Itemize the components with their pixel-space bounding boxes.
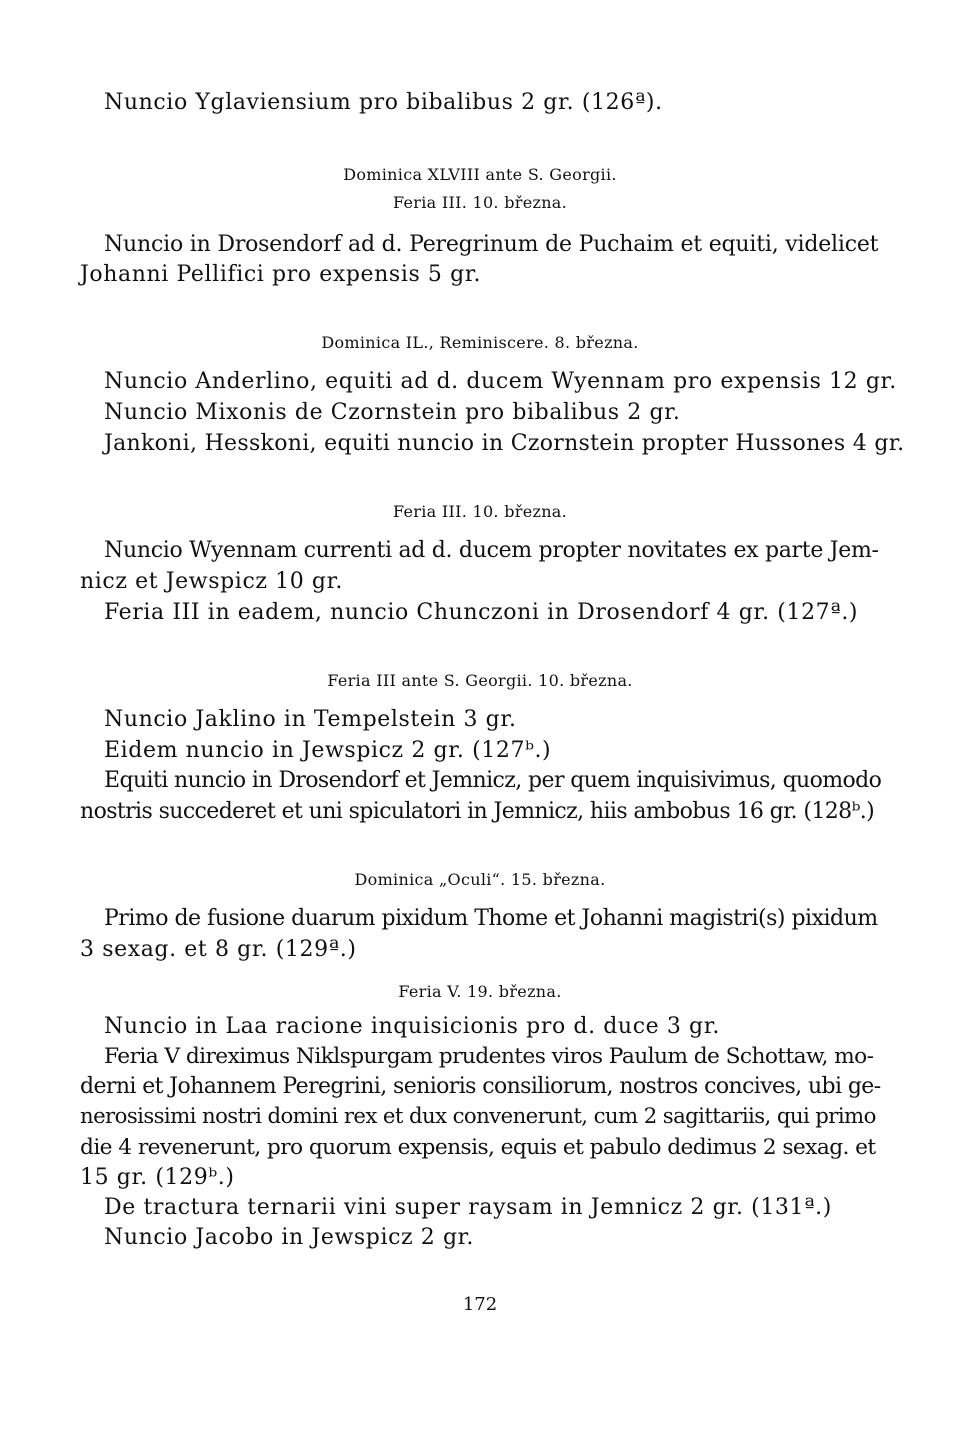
section-heading: Feria III ante S. Georgii. 10. března. — [327, 671, 633, 690]
entry-line: Nuncio Jaklino in Tempelstein 3 gr. — [104, 707, 517, 732]
entry-line: De tractura ternarii vini super raysam in Jemnicz 2 gr. (131ª.) — [104, 1195, 832, 1220]
entry-line: nostris succederet et uni spiculatori in Jemnicz, hiis ambobus 16 gr. (128ᵇ.) — [80, 799, 875, 824]
entry-line: die 4 revenerunt, pro quorum expensis, equis et pabulo dedimus 2 sexag. et — [80, 1135, 876, 1160]
entry-line: Primo de fusione duarum pixidum Thome et Johanni magistri(s) pixidum — [104, 906, 878, 931]
section-heading: Feria III. 10. března. — [392, 502, 568, 521]
entry-line: Jankoni, Hesskoni, equiti nuncio in Czornstein propter Hussones 4 gr. — [104, 431, 905, 456]
entry-line: Nuncio Anderlino, equiti ad d. ducem Wyennam pro expensis 12 gr. — [104, 369, 897, 394]
entry-line: nicz et Jewspicz 10 gr. — [80, 569, 343, 594]
entry-line: Feria V direximus Niklspurgam prudentes viros Paulum de Schottaw, mo- — [104, 1044, 874, 1069]
section-heading: Dominica „Oculi“. 15. března. — [354, 870, 606, 889]
entry-line: Nuncio in Drosendorf ad d. Peregrinum de Puchaim et equiti, videlicet — [104, 232, 879, 257]
entry-line: Nuncio in Laa racione inquisicionis pro d. duce 3 gr. — [104, 1014, 721, 1039]
section-heading: Dominica XLVIII ante S. Georgii. — [343, 165, 617, 184]
entry-line: Eidem nuncio in Jewspicz 2 gr. (127ᵇ.) — [104, 738, 552, 763]
entry-line: 3 sexag. et 8 gr. (129ª.) — [80, 937, 357, 962]
entry-line: nerosissimi nostri domini rex et dux convenerunt, cum 2 sagittariis, qui primo — [80, 1104, 876, 1129]
entry-line: Nuncio Wyennam currenti ad d. ducem propter novitates ex parte Jem- — [104, 538, 879, 563]
entry-line: Equiti nuncio in Drosendorf et Jemnicz, per quem inquisivimus, quomodo — [104, 768, 882, 793]
entry-line: Feria III in eadem, nuncio Chunczoni in Drosendorf 4 gr. (127ª.) — [104, 600, 859, 625]
entry-line: derni et Johannem Peregrini, senioris consiliorum, nostros concives, ubi ge- — [80, 1074, 881, 1099]
page-number: 172 — [462, 1294, 498, 1315]
section-heading: Dominica IL., Reminiscere. 8. března. — [321, 333, 639, 352]
entry-line: Nuncio Yglaviensium pro bibalibus 2 gr. (126ª). — [104, 90, 663, 115]
section-heading: Feria V. 19. března. — [398, 982, 562, 1001]
section-heading: Feria III. 10. března. — [392, 193, 568, 212]
entry-line: Nuncio Mixonis de Czornstein pro bibalibus 2 gr. — [104, 400, 681, 425]
entry-line: 15 gr. (129ᵇ.) — [80, 1165, 235, 1190]
entry-line: Johanni Pellifici pro expensis 5 gr. — [80, 262, 482, 287]
entry-line: Nuncio Jacobo in Jewspicz 2 gr. — [104, 1225, 474, 1250]
